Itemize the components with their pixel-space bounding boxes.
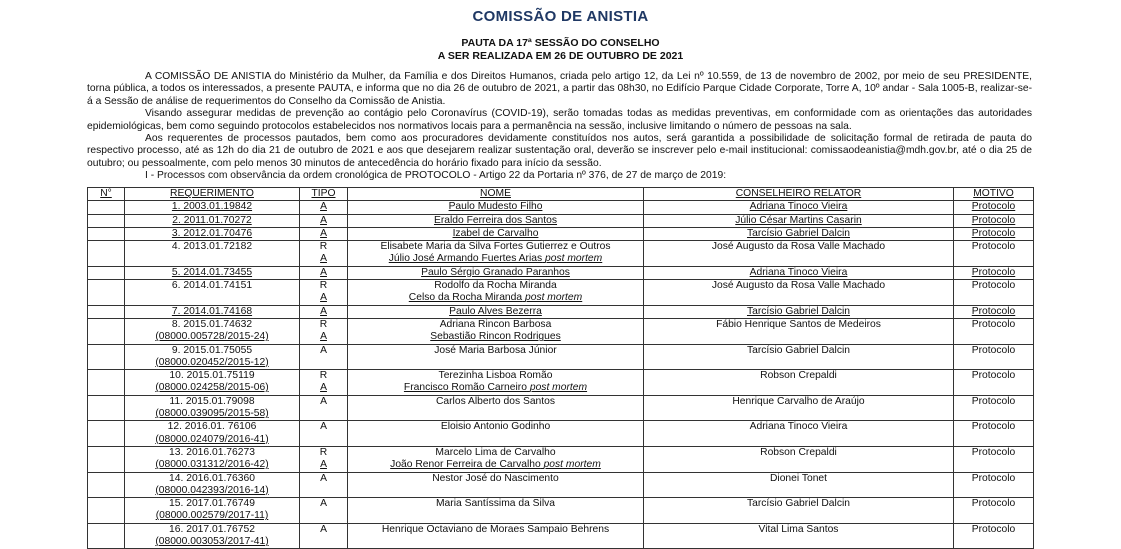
table-body [88,201,1034,549]
nome-value: Paulo Mudesto Filho [448,201,543,213]
cell-requerimento [125,266,300,279]
cell-motivo [954,498,1034,524]
cell-motivo [954,227,1034,240]
relator-value: Adriana Tinoco Vieira [749,421,848,433]
nome-value: Rodolfo da Rocha Miranda [434,280,557,292]
tipo-value-2: A [320,331,327,343]
cell-tipo [300,523,348,549]
cell-nome [348,280,644,306]
cell-relator [644,201,954,214]
requerimento-number: 1. 2003.01.19842 [171,201,253,213]
cell-relator [644,395,954,421]
motivo-value: Protocolo [971,344,1016,356]
requerimento-number: 11. 2015.01.79098 [169,395,255,407]
cell-tipo [300,370,348,396]
table-row [88,498,1034,524]
header-motivo: MOTIVO [954,188,1034,201]
nome-value: Izabel de Carvalho [452,227,539,239]
tipo-value: A [320,344,327,356]
cell-motivo [954,241,1034,267]
table-row [88,266,1034,279]
process-number: (08000.024258/2015-06) [155,382,269,394]
table-row [88,201,1034,214]
cell-tipo [300,241,348,267]
cell-nome [348,421,644,447]
table-row [88,227,1034,240]
cell-nome [348,472,644,498]
nome-value-2 [350,292,641,304]
relator-value: Júlio César Martins Casarin [735,214,862,226]
cell-nome [348,344,644,370]
nome-value-2 [350,459,641,471]
relator-value: José Augusto da Rosa Valle Machado [711,241,886,253]
requerimento-number: 15. 2017.01.76749 [169,498,255,510]
motivo-value: Protocolo [971,370,1016,382]
cell-relator [644,227,954,240]
cell-num [88,266,125,279]
pauta-table [87,187,1034,549]
cell-motivo [954,318,1034,344]
document-body [87,71,1032,183]
cell-tipo [300,266,348,279]
nome-value: Paulo Sérgio Granado Paranhos [421,266,570,278]
header-nome: NOME [348,188,644,201]
cell-motivo [954,266,1034,279]
cell-motivo [954,421,1034,447]
cell-relator [644,421,954,447]
tipo-value: A [320,214,327,226]
cell-relator [644,241,954,267]
cell-requerimento [125,201,300,214]
cell-num [88,280,125,306]
cell-motivo [954,370,1034,396]
process-number: (08000.024079/2016-41) [155,433,269,445]
relator-value: Fábio Henrique Santos de Medeiros [716,318,881,330]
tipo-value: R [319,446,328,458]
nome-value-2-text: Celso da Rocha Miranda [408,292,523,304]
cell-num [88,446,125,472]
table-row [88,523,1034,549]
cell-nome [348,370,644,396]
cell-requerimento [125,370,300,396]
section-heading: I - Processos com observância da ordem cronológica de PROTOCOLO - Artigo 22 da Portaria nº 376, de 27 de março de 2019: [145,170,727,182]
cell-relator [644,446,954,472]
requerimento-number: 7. 2014.01.74168 [171,305,253,317]
session-date-subtitle: A SER REALIZADA EM 26 DE OUTUBRO DE 2021 [437,50,684,62]
table-row [88,344,1034,370]
process-number: (08000.039095/2015-58) [155,408,269,420]
requerimento-number: 6. 2014.01.74151 [171,280,253,292]
table-header-row [88,188,1034,201]
relator-value: Adriana Tinoco Vieira [749,201,848,213]
tipo-value: A [320,395,327,407]
cell-nome [348,395,644,421]
motivo-value: Protocolo [971,318,1016,330]
cell-nome [348,266,644,279]
process-number: (08000.005728/2015-24) [155,331,269,343]
relator-value: Tarcísio Gabriel Dalcin [746,305,850,317]
requerimento-number: 9. 2015.01.75055 [171,344,253,356]
table-row [88,318,1034,344]
cell-tipo [300,227,348,240]
cell-num [88,498,125,524]
cell-nome [348,446,644,472]
nome-value-2: Sebastião Rincon Rodrigues [430,331,561,343]
nome-value-2 [350,382,641,394]
intro-paragraph: A COMISSÃO DE ANISTIA do Ministério da Mulher, da Família e dos Direitos Humanos, criada pelo artigo 12, da Lei nº 10.559, de 13 de novembro de 2002, por meio de seu PRESIDENTE, torna pública, a todos os interessados, a presente PAUTA, e informa que no dia 26 de outubro de 2021, a partir das 08h30, no Edifício Parque Cidade Corporate, Torre A, 10º andar - Sala 1005-B, realizar-se-á a Sessão de análise de requerimentos do Conselho da Comissão de Anistia. [87,71,1032,107]
nome-value: José Maria Barbosa Júnior [434,344,557,356]
cell-motivo [954,201,1034,214]
relator-value: Tarcísio Gabriel Dalcin [746,498,850,510]
cell-motivo [954,214,1034,227]
cell-requerimento [125,305,300,318]
cell-requerimento [125,472,300,498]
table-row [88,421,1034,447]
motivo-value: Protocolo [971,523,1016,535]
cell-num [88,214,125,227]
cell-requerimento [125,498,300,524]
tipo-value-2: A [320,382,327,394]
relator-value: Dionei Tonet [769,472,828,484]
cell-num [88,241,125,267]
cell-motivo [954,305,1034,318]
table-row [88,280,1034,306]
tipo-value: A [320,305,327,317]
nome-value: Maria Santíssima da Silva [435,498,556,510]
cell-nome [348,318,644,344]
cell-tipo [300,472,348,498]
tipo-value: R [319,370,328,382]
cell-relator [644,266,954,279]
motivo-value: Protocolo [971,214,1016,226]
relator-value: Robson Crepaldi [760,370,837,382]
cell-nome [348,498,644,524]
nome-value: Adriana Rincon Barbosa [439,318,552,330]
nome-value-2-text: Júlio José Armando Fuertes Arias [388,253,543,265]
cell-relator [644,318,954,344]
cell-num [88,201,125,214]
table-row [88,214,1034,227]
cell-num [88,523,125,549]
cell-motivo [954,280,1034,306]
covid-paragraph: Visando assegurar medidas de prevenção ao contágio pelo Coronavírus (COVID-19), serão tomadas todas as medidas preventivas, em conformidade com as orientações das autoridades epidemiológicas, bem como seguindo protocolos estabelecidos nos normativos locais para a permanência na sessão, inclusive limitando o número de pessoas na sala. [87,108,1032,132]
header-requerimento: REQUERIMENTO [125,188,300,201]
cell-num [88,421,125,447]
tipo-value: R [319,280,328,292]
header-conselheiro-relator: CONSELHEIRO RELATOR [644,188,954,201]
requerimento-number: 5. 2014.01.73455 [171,266,253,278]
cell-num [88,370,125,396]
cell-num [88,318,125,344]
table-row [88,370,1034,396]
tipo-value: A [320,498,327,510]
cell-requerimento [125,241,300,267]
tipo-value-2: A [320,292,327,304]
cell-relator [644,280,954,306]
header-num: N° [88,188,125,201]
table-row [88,395,1034,421]
cell-relator [644,370,954,396]
nome-value: Elisabete Maria da Silva Fortes Gutierrez e Outros [380,241,611,253]
process-number: (08000.031312/2016-42) [155,459,269,471]
tipo-value: A [320,266,327,278]
nome-value: Paulo Alves Bezerra [449,305,542,317]
process-number: (08000.042393/2016-14) [155,484,269,496]
relator-value: Vital Lima Santos [758,523,839,535]
requerimento-number: 14. 2016.01.76360 [169,472,255,484]
nome-value: Carlos Alberto dos Santos [435,395,556,407]
cell-num [88,344,125,370]
motivo-value: Protocolo [971,498,1016,510]
cell-tipo [300,344,348,370]
motivo-value: Protocolo [971,227,1016,239]
tipo-value: A [320,227,327,239]
header-tipo: TIPO [300,188,348,201]
process-number: (08000.003053/2017-41) [155,536,269,548]
cell-requerimento [125,446,300,472]
cell-motivo [954,446,1034,472]
tipo-value: A [320,523,327,535]
cell-tipo [300,305,348,318]
tipo-value: A [320,472,327,484]
cell-nome [348,305,644,318]
tipo-value: R [319,241,328,253]
tipo-value-2: A [320,253,327,265]
table-row [88,241,1034,267]
tipo-value-2: A [320,459,327,471]
requerimento-number: 4. 2013.01.72182 [171,241,253,253]
nome-value: Terezinha Lisboa Romão [438,370,553,382]
cell-motivo [954,523,1034,549]
cell-num [88,395,125,421]
cell-tipo [300,201,348,214]
requerimento-number: 13. 2016.01.76273 [169,446,255,458]
cell-relator [644,344,954,370]
cell-relator [644,305,954,318]
requests-paragraph: Aos requerentes de processos pautados, bem como aos procuradores devidamente constituídos nos autos, será garantida a possibilidade de solicitação formal de retirada de pauta do respectivo processo, até as 12h do dia 21 de outubro de 2021 e aos que desejarem realizar sustentação oral, deverão se inscrever pelo e-mail institucional: comissaodeanistia@mdh.gov.br, até o dia 25 de outubro; ou pessoalmente, com pelo menos 30 minutos de antecedência do horário fixado para início da sessão. [87,133,1032,169]
nome-value: Eraldo Ferreira dos Santos [433,214,558,226]
cell-num [88,305,125,318]
nome-value-2-text: Francisco Romão Carneiro [403,382,527,394]
table-row [88,305,1034,318]
motivo-value: Protocolo [971,305,1016,317]
motivo-value: Protocolo [971,421,1016,433]
nome-value-2 [350,253,641,265]
cell-nome [348,241,644,267]
cell-tipo [300,395,348,421]
cell-motivo [954,344,1034,370]
cell-nome [348,214,644,227]
requerimento-number: 10. 2015.01.75119 [169,370,255,382]
cell-nome [348,523,644,549]
motivo-value: Protocolo [971,446,1016,458]
process-number: (08000.002579/2017-11) [155,510,269,522]
tipo-value: A [320,201,327,213]
relator-value: Robson Crepaldi [760,446,837,458]
post-mortem-note: post mortem [545,253,603,265]
cell-motivo [954,395,1034,421]
motivo-value: Protocolo [971,472,1016,484]
cell-requerimento [125,523,300,549]
requerimento-number: 12. 2016.01. 76106 [167,421,257,433]
nome-value: Marcelo Lima de Carvalho [435,446,556,458]
relator-value: Adriana Tinoco Vieira [749,266,848,278]
relator-value: José Augusto da Rosa Valle Machado [711,280,886,292]
cell-requerimento [125,344,300,370]
cell-requerimento [125,318,300,344]
cell-tipo [300,421,348,447]
nome-value: Henrique Octaviano de Moraes Sampaio Behrens [381,523,610,535]
cell-num [88,227,125,240]
relator-value: Tarcísio Gabriel Dalcin [746,227,850,239]
table-row [88,472,1034,498]
cell-requerimento [125,280,300,306]
cell-relator [644,498,954,524]
cell-requerimento [125,227,300,240]
nome-value: Nestor José do Nascimento [432,472,559,484]
cell-motivo [954,472,1034,498]
cell-tipo [300,214,348,227]
cell-tipo [300,498,348,524]
tipo-value: R [319,318,328,330]
post-mortem-note: post mortem [524,292,583,304]
document-title: COMISSÃO DE ANISTIA [472,8,649,25]
post-mortem-note: post mortem [543,459,601,471]
cell-relator [644,214,954,227]
cell-nome [348,227,644,240]
requerimento-number: 16. 2017.01.76752 [169,523,255,535]
relator-value: Henrique Carvalho de Araújo [732,395,865,407]
tipo-value: A [320,421,327,433]
cell-requerimento [125,421,300,447]
cell-num [88,472,125,498]
motivo-value: Protocolo [971,241,1016,253]
cell-tipo [300,318,348,344]
table-row [88,446,1034,472]
motivo-value: Protocolo [971,395,1016,407]
cell-nome [348,201,644,214]
post-mortem-note: post mortem [529,382,588,394]
nome-value: Eloisio Antonio Godinho [440,421,551,433]
motivo-value: Protocolo [971,201,1016,213]
cell-relator [644,472,954,498]
requerimento-number: 8. 2015.01.74632 [171,318,253,330]
cell-relator [644,523,954,549]
session-subtitle: PAUTA DA 17ª SESSÃO DO CONSELHO [461,37,660,49]
cell-requerimento [125,214,300,227]
motivo-value: Protocolo [971,266,1016,278]
cell-tipo [300,446,348,472]
nome-value-2-text: João Renor Ferreira de Carvalho [390,459,541,471]
requerimento-number: 2. 2011.01.70272 [172,214,252,226]
requerimento-number: 3. 2012.01.70476 [171,227,253,239]
cell-requerimento [125,395,300,421]
cell-tipo [300,280,348,306]
process-number: (08000.020452/2015-12) [155,356,269,368]
motivo-value: Protocolo [971,280,1016,292]
relator-value: Tarcísio Gabriel Dalcin [746,344,850,356]
